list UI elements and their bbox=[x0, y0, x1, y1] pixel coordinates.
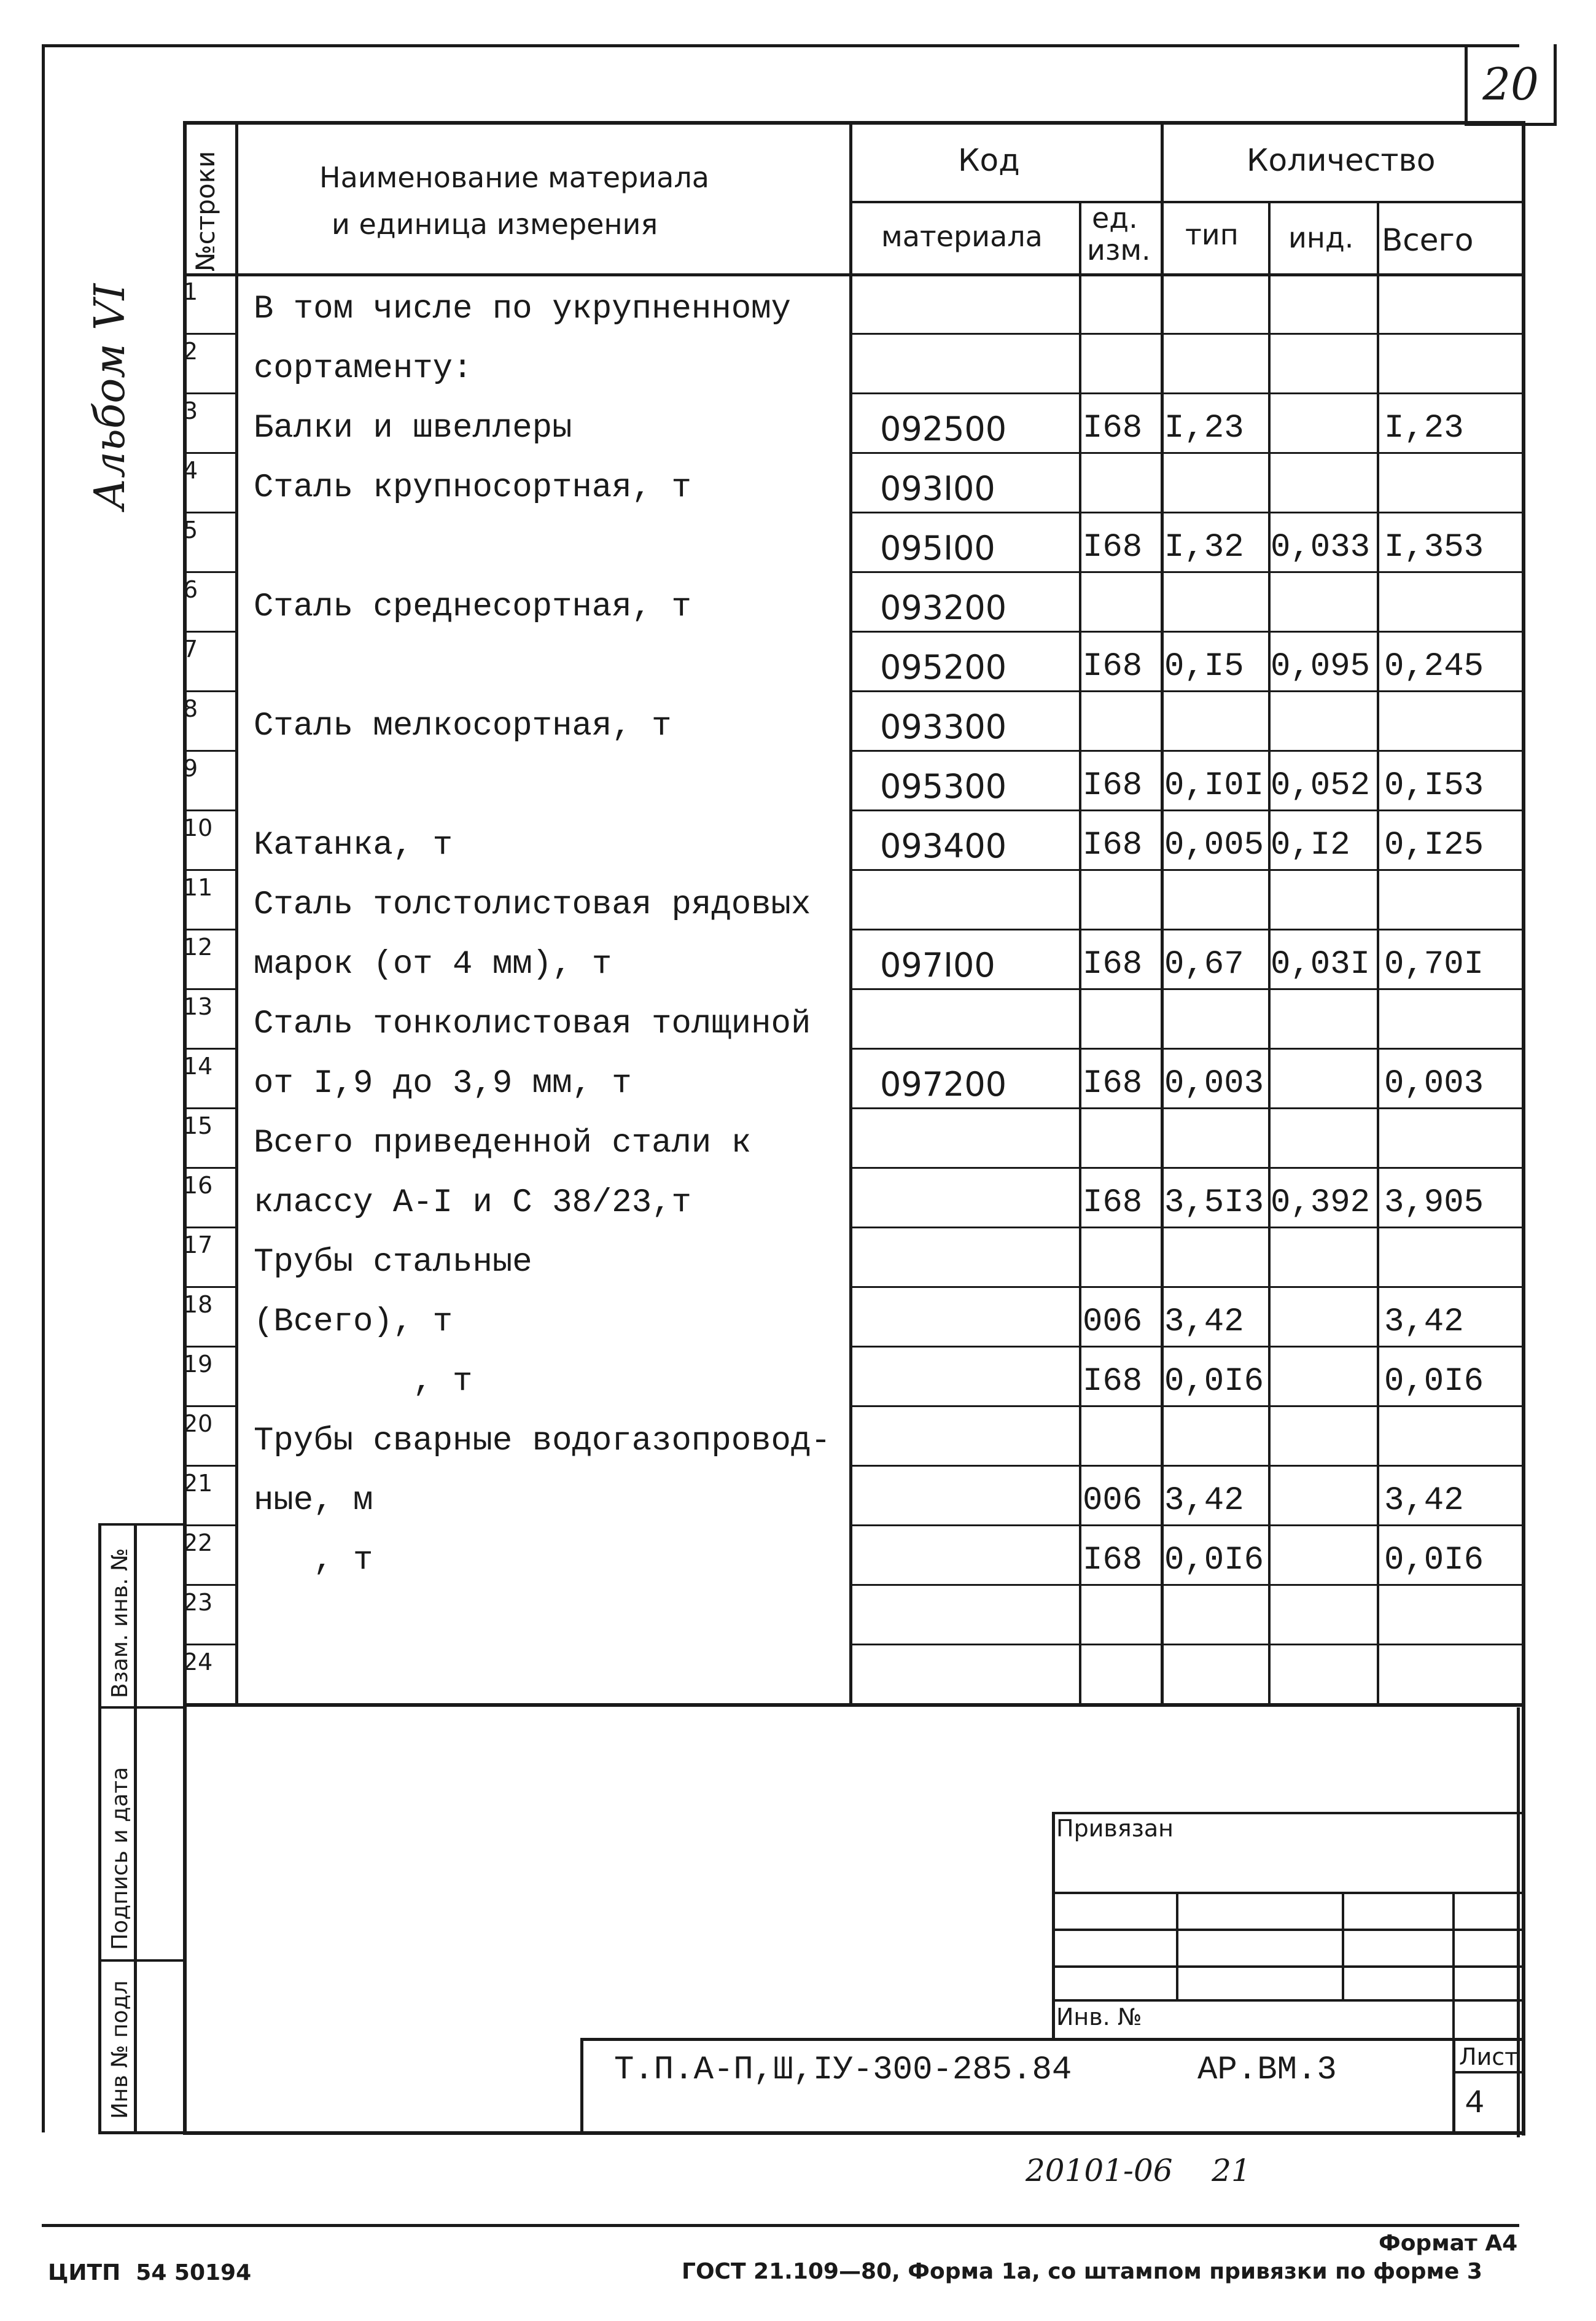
stamp-privyazan: Привязан bbox=[1056, 1815, 1174, 1842]
title-sheet-mid bbox=[1452, 2071, 1522, 2073]
row-type: 0,0I6 bbox=[1164, 1363, 1264, 1400]
strip-top bbox=[98, 1523, 184, 1526]
strip-bottom bbox=[98, 2131, 184, 2134]
row-total: 3,42 bbox=[1384, 1482, 1464, 1519]
stamp-top bbox=[1052, 1812, 1522, 1814]
strip-outer-left bbox=[98, 1523, 101, 2134]
row-line-values bbox=[849, 1107, 1522, 1109]
stamp-sheet-label: Лист bbox=[1459, 2043, 1519, 2070]
row-number: 8 bbox=[183, 695, 198, 722]
row-number: 21 bbox=[183, 1470, 213, 1497]
row-number: 10 bbox=[183, 814, 213, 841]
row-code: 095200 bbox=[880, 648, 1007, 687]
row-line-values bbox=[849, 452, 1522, 454]
row-line-values bbox=[849, 1227, 1522, 1228]
row-line-values bbox=[849, 750, 1522, 752]
header-qty-ind: инд. bbox=[1288, 221, 1354, 254]
stamp-vert-2 bbox=[1342, 1892, 1344, 1999]
row-name: Сталь толстолистовая рядовых bbox=[254, 886, 811, 924]
row-name: ные, м bbox=[254, 1482, 373, 1519]
row-line-values bbox=[849, 1286, 1522, 1288]
row-line-num bbox=[183, 392, 238, 394]
row-total: I,23 bbox=[1384, 410, 1464, 447]
col-line-unit bbox=[1079, 201, 1081, 1703]
row-total: 0,70I bbox=[1384, 946, 1484, 983]
row-unit: I68 bbox=[1083, 1542, 1143, 1579]
table-bottom-border bbox=[183, 1703, 1525, 1707]
stamp-line-1 bbox=[1052, 1892, 1522, 1894]
row-number: 24 bbox=[183, 1648, 213, 1675]
row-line-values bbox=[849, 690, 1522, 692]
row-number: 4 bbox=[183, 457, 198, 484]
row-line-values bbox=[849, 1048, 1522, 1050]
lower-left-border bbox=[183, 1703, 187, 2132]
row-number: 5 bbox=[183, 517, 198, 544]
row-code: 097200 bbox=[880, 1065, 1007, 1104]
row-name: В том числе по укрупненному bbox=[254, 291, 791, 328]
row-unit: I68 bbox=[1083, 410, 1143, 447]
row-line-num bbox=[183, 333, 238, 335]
header-row-no: №строки bbox=[190, 150, 220, 271]
row-type: 0,I5 bbox=[1164, 648, 1244, 685]
row-line-num bbox=[183, 571, 238, 573]
stamp-left bbox=[1052, 1812, 1055, 2039]
row-name: Балки и швеллеры bbox=[254, 410, 572, 447]
row-unit: I68 bbox=[1083, 1184, 1143, 1222]
row-line-values bbox=[849, 988, 1522, 990]
footer-format: Формат А4 bbox=[1379, 2231, 1518, 2256]
col-line-total bbox=[1377, 201, 1379, 1703]
footer-right: ГОСТ 21.109—80, Форма 1а, со штампом привязки по форме 3 bbox=[682, 2259, 1482, 2284]
row-number: 9 bbox=[183, 755, 198, 782]
stamp-inv-no: Инв. № bbox=[1056, 2003, 1142, 2030]
row-unit: I68 bbox=[1083, 648, 1143, 685]
row-line-num bbox=[183, 809, 238, 811]
row-number: 15 bbox=[183, 1112, 213, 1139]
row-unit: 006 bbox=[1083, 1303, 1143, 1341]
row-number: 2 bbox=[183, 338, 198, 365]
row-type: 3,5I3 bbox=[1164, 1184, 1264, 1222]
row-number: 19 bbox=[183, 1351, 213, 1378]
header-mid-line bbox=[849, 201, 1522, 203]
row-line-num bbox=[183, 1048, 238, 1050]
row-total: 3,42 bbox=[1384, 1303, 1464, 1341]
strip-podpis: Подпись и дата bbox=[107, 1766, 133, 1950]
lower-right-border bbox=[1522, 1703, 1525, 2136]
row-line-num bbox=[183, 869, 238, 871]
row-name: Всего приведенной стали к bbox=[254, 1125, 752, 1162]
handwritten-note: 20101-06 21 bbox=[1026, 2153, 1251, 2188]
row-type: 0,I0I bbox=[1164, 767, 1264, 805]
row-type: 3,42 bbox=[1164, 1482, 1244, 1519]
row-name: сортаменту: bbox=[254, 350, 473, 388]
row-code: 093I00 bbox=[880, 469, 995, 508]
row-total: 0,003 bbox=[1384, 1065, 1484, 1102]
row-name: , т bbox=[254, 1363, 473, 1400]
row-line-num bbox=[183, 1227, 238, 1228]
row-total: 3,905 bbox=[1384, 1184, 1484, 1222]
strip-div-2 bbox=[98, 1959, 184, 1962]
row-ind: 0,I2 bbox=[1271, 827, 1350, 864]
row-line-values bbox=[849, 631, 1522, 633]
row-line-num bbox=[183, 1465, 238, 1467]
album-label: Альбом VI bbox=[86, 283, 134, 510]
row-name: марок (от 4 мм), т bbox=[254, 946, 612, 983]
header-bottom-line bbox=[183, 273, 1522, 276]
row-unit: I68 bbox=[1083, 827, 1143, 864]
title-sheet-left bbox=[1452, 2038, 1455, 2133]
row-line-num bbox=[183, 929, 238, 930]
header-code-material: материала bbox=[881, 220, 1043, 253]
header-quantity-group: Количество bbox=[1247, 142, 1436, 178]
row-ind: 0,095 bbox=[1271, 648, 1371, 685]
title-top bbox=[580, 2038, 1522, 2041]
row-number: 3 bbox=[183, 397, 198, 424]
header-code-group: Код bbox=[958, 142, 1020, 178]
stamp-designation: Т.П.А-П,Ш,IУ-300-285.84 bbox=[614, 2051, 1072, 2089]
row-line-num bbox=[183, 1286, 238, 1288]
row-line-num bbox=[183, 750, 238, 752]
row-name: классу А-I и С 38/23,т bbox=[254, 1184, 691, 1222]
row-line-num bbox=[183, 452, 238, 454]
row-line-num bbox=[183, 988, 238, 990]
row-line-num bbox=[183, 1644, 238, 1645]
row-code: 095I00 bbox=[880, 529, 995, 568]
row-unit: I68 bbox=[1083, 946, 1143, 983]
strip-div-1 bbox=[98, 1706, 184, 1709]
row-type: 0,005 bbox=[1164, 827, 1264, 864]
row-unit: 006 bbox=[1083, 1482, 1143, 1519]
row-line-values bbox=[849, 1644, 1522, 1645]
row-line-values bbox=[849, 333, 1522, 335]
row-name: (Всего), т bbox=[254, 1303, 453, 1341]
row-number: 11 bbox=[183, 874, 213, 901]
row-number: 20 bbox=[183, 1410, 213, 1437]
row-type: I,32 bbox=[1164, 529, 1244, 566]
row-name: Сталь тонколистовая толщиной bbox=[254, 1005, 811, 1043]
row-code: 093400 bbox=[880, 827, 1007, 865]
header-name-line2: и единица измерения bbox=[332, 208, 658, 241]
row-number: 16 bbox=[183, 1172, 213, 1199]
row-line-num bbox=[183, 1107, 238, 1109]
row-line-values bbox=[849, 1524, 1522, 1526]
page-number: 20 bbox=[1482, 58, 1539, 110]
stamp-vert-1 bbox=[1176, 1892, 1178, 1999]
strip-inner bbox=[134, 1523, 137, 2134]
row-total: 0,0I6 bbox=[1384, 1363, 1484, 1400]
row-line-num bbox=[183, 1167, 238, 1169]
row-code: 093300 bbox=[880, 708, 1007, 746]
row-ind: 0,033 bbox=[1271, 529, 1371, 566]
row-total: 0,I25 bbox=[1384, 827, 1484, 864]
row-name: , т bbox=[254, 1542, 373, 1579]
row-number: 14 bbox=[183, 1053, 213, 1080]
row-unit: I68 bbox=[1083, 767, 1143, 805]
header-qty-type: тип bbox=[1185, 218, 1239, 251]
row-code: 097I00 bbox=[880, 946, 995, 985]
stamp-line-4 bbox=[1052, 1999, 1522, 2002]
stamp-vert-3 bbox=[1452, 1892, 1455, 2039]
row-number: 23 bbox=[183, 1589, 213, 1616]
row-name: Трубы стальные bbox=[254, 1244, 532, 1281]
row-line-values bbox=[849, 1405, 1522, 1407]
row-number: 17 bbox=[183, 1231, 213, 1258]
row-ind: 0,052 bbox=[1271, 767, 1371, 805]
table-top-border bbox=[183, 121, 1525, 125]
row-total: I,353 bbox=[1384, 529, 1484, 566]
row-unit: I68 bbox=[1083, 1065, 1143, 1102]
row-code: 095300 bbox=[880, 767, 1007, 806]
row-total: 0,0I6 bbox=[1384, 1542, 1484, 1579]
row-line-values bbox=[849, 1465, 1522, 1467]
row-line-values bbox=[849, 929, 1522, 930]
header-unit-line1: ед. bbox=[1092, 201, 1138, 235]
row-code: 092500 bbox=[880, 410, 1007, 448]
strip-vzam-inv: Взам. инв. № bbox=[107, 1548, 133, 1698]
row-name: Трубы сварные водогазопровод- bbox=[254, 1422, 831, 1460]
row-ind: 0,392 bbox=[1271, 1184, 1371, 1222]
row-line-num bbox=[183, 690, 238, 692]
row-type: 3,42 bbox=[1164, 1303, 1244, 1341]
row-number: 7 bbox=[183, 636, 198, 663]
row-line-values bbox=[849, 512, 1522, 513]
row-line-values bbox=[849, 809, 1522, 811]
row-line-num bbox=[183, 1405, 238, 1407]
row-line-num bbox=[183, 512, 238, 513]
row-number: 18 bbox=[183, 1291, 213, 1318]
row-name: Катанка, т bbox=[254, 827, 453, 864]
row-number: 13 bbox=[183, 993, 213, 1020]
row-number: 22 bbox=[183, 1529, 213, 1556]
row-name: от I,9 до 3,9 мм, т bbox=[254, 1065, 632, 1102]
title-left bbox=[580, 2038, 583, 2133]
row-type: I,23 bbox=[1164, 410, 1244, 447]
row-line-values bbox=[849, 869, 1522, 871]
row-name: Сталь мелкосортная, т bbox=[254, 708, 672, 745]
row-unit: I68 bbox=[1083, 529, 1143, 566]
stamp-line-3 bbox=[1052, 1965, 1522, 1968]
row-name: Сталь крупносортная, т bbox=[254, 469, 691, 507]
header-unit-line2: изм. bbox=[1087, 233, 1151, 267]
stamp-sheet-value: 4 bbox=[1465, 2085, 1485, 2123]
row-number: 12 bbox=[183, 934, 213, 961]
row-line-values bbox=[849, 1346, 1522, 1348]
row-type: 0,67 bbox=[1164, 946, 1244, 983]
lower-bottom-border bbox=[183, 2131, 1525, 2135]
row-line-values bbox=[849, 392, 1522, 394]
row-line-num bbox=[183, 1346, 238, 1348]
row-type: 0,003 bbox=[1164, 1065, 1264, 1102]
stamp-line-2 bbox=[1052, 1929, 1522, 1931]
row-unit: I68 bbox=[1083, 1363, 1143, 1400]
row-number: 6 bbox=[183, 576, 198, 603]
row-total: 0,245 bbox=[1384, 648, 1484, 685]
header-name-line1: Наименование материала bbox=[319, 161, 709, 194]
footer-left: ЦИТП 54 50194 bbox=[48, 2260, 252, 2285]
row-line-values bbox=[849, 1584, 1522, 1586]
row-total: 0,I53 bbox=[1384, 767, 1484, 805]
stamp-code: АР.ВМ.3 bbox=[1197, 2051, 1337, 2089]
row-line-num bbox=[183, 631, 238, 633]
row-line-values bbox=[849, 1167, 1522, 1169]
row-line-num bbox=[183, 1524, 238, 1526]
header-qty-total: Всего bbox=[1382, 222, 1474, 258]
row-line-values bbox=[849, 571, 1522, 573]
row-code: 093200 bbox=[880, 588, 1007, 627]
strip-inv-podl: Инв № подл bbox=[107, 1980, 133, 2119]
row-number: 1 bbox=[183, 278, 198, 305]
table-right-border bbox=[1522, 121, 1525, 1703]
row-line-num bbox=[183, 1584, 238, 1586]
row-name: Сталь среднесортная, т bbox=[254, 588, 691, 626]
row-type: 0,0I6 bbox=[1164, 1542, 1264, 1579]
row-ind: 0,03I bbox=[1271, 946, 1371, 983]
